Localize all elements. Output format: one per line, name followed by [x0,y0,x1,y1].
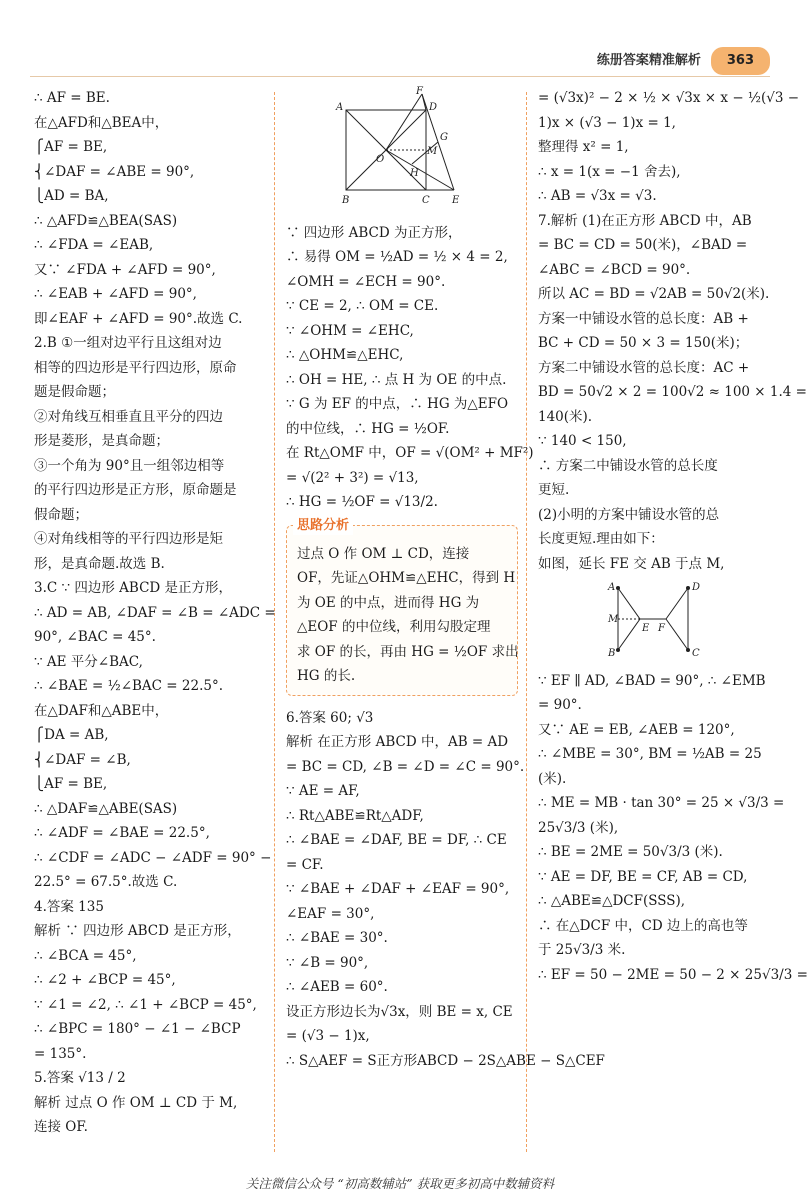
text-line: ③一个角为 90°且一组邻边相等 [34,457,225,474]
text-line: 如图，延长 FE 交 AB 于点 M, [538,555,725,572]
text-line: 7.解析 (1)在正方形 ABCD 中，AB [538,212,752,229]
text-line: ∴ AD = AB, ∠DAF = ∠B = ∠ADC = [34,604,276,621]
text-line: 更短. [538,482,570,498]
text-line: 解析 过点 O 作 OM ⊥ CD 于 M, [34,1094,238,1111]
text-line: 为 OE 的中点，进而得 HG 为 [297,594,480,611]
text-line: 题是假命题； [34,384,115,400]
analysis-title: 思路分析 [293,517,353,535]
point-label: E [452,195,460,206]
text-line: ∵ ∠OHM = ∠EHC, [286,322,414,339]
text-line: 求 OF 的长，再由 HG = ½OF 求出 [297,643,519,660]
text-line: ∴ Rt△ABE≌Rt△ADF, [286,807,424,824]
text-line: OF，先证△OHM≌△EHC，得到 H [297,570,516,586]
text-line: 过点 O 作 OM ⊥ CD，连接 [297,545,470,562]
text-line: 在△DAF和△ABE中， [34,702,169,719]
text-line: 相等的四边形是平行四边形，原命 [34,359,237,376]
text-line: 方案一中铺设水管的总长度：AB + [538,310,749,327]
text-line: 2.B ①一组对边平行且这组对边 [34,335,222,351]
text-line: ∴ ∠BCA = 45°, [34,947,137,964]
point-label: B [608,648,616,659]
text-line: 所以 AC = BD = √2AB = 50√2(米). [538,286,770,302]
text-line: ∴ BE = 2ME = 50√3/3 (米). [538,844,723,860]
text-line: ②对角线互相垂直且平分的四边 [34,408,223,425]
text-line: ∴ AB = √3x = √3. [538,188,657,204]
text-line: (2)小明的方案中铺设水管的总 [538,506,720,523]
text-line: 又∵ ∠FDA + ∠AFD = 90°, [34,261,216,278]
point-label: E [642,623,650,634]
text-line: 的平行四边形是正方形，原命题是 [34,482,237,498]
square-geometry-figure [326,86,476,210]
text-line: ∵ AE = AF, [286,783,360,799]
text-line: ⎩AF = BE, [34,776,108,792]
text-line: ∴ ∠BAE = 30°. [286,930,388,946]
text-line: 22.5° = 67.5°.故选 C. [34,874,178,890]
text-line: ∴ ∠EAB + ∠AFD = 90°, [34,286,197,302]
text-line: ∴ 方案二中铺设水管的总长度 [538,457,718,474]
text-line: = 90°. [538,697,582,713]
text-line: ∴ 在△DCF 中，CD 边上的高也等 [538,917,748,934]
text-line: 形是菱形，是真命题； [34,433,169,449]
text-line: ∵ AE 平分∠BAC, [34,653,143,670]
text-line: ∴ ∠MBE = 30°, BM = ½AB = 25 [538,746,762,762]
text-line: 解析 在正方形 ABCD 中，AB = AD [286,734,509,750]
text-line: ∴ △DAF≌△ABE(SAS) [34,800,178,817]
text-line: ∵ G 为 EF 的中点，∴ HG 为△EFO [286,396,509,412]
point-label: C [692,648,700,659]
text-line: 140(米). [538,408,593,425]
text-line: 整理得 x² = 1, [538,139,629,155]
text-line: 3.C ∵ 四边形 ABCD 是正方形， [34,580,233,596]
text-line: ⎨∠DAF = ∠ABE = 90°, [34,163,195,180]
text-line: BC + CD = 50 × 3 = 150(米)； [538,335,749,351]
text-line: HG 的长. [297,668,356,684]
text-line: ④对角线相等的平行四边形是矩 [34,531,223,547]
text-line: 在△AFD和△BEA中， [34,114,169,131]
point-label: A [608,582,616,593]
text-line: 连接 OF. [34,1119,88,1135]
point-label: F [658,623,665,634]
text-line: ∵ AE = DF, BE = CF, AB = CD, [538,868,748,885]
point-label: M [608,614,619,625]
text-line: 25√3/3 (米), [538,819,619,836]
text-line: ∴ ∠BAE = ½∠BAC = 22.5°. [34,678,223,694]
text-line: 假命题； [34,506,88,523]
text-line: 的中位线，∴ HG = ½OF. [286,420,450,437]
text-line: ∴ △OHM≌△EHC, [286,347,404,363]
text-line: ∵ ∠1 = ∠2, ∴ ∠1 + ∠BCP = 45°, [34,996,257,1013]
point-label: G [440,132,448,143]
text-line: ∴ AF = BE. [34,90,110,106]
text-line: ∴ ∠ADF = ∠BAE = 22.5°, [34,825,210,841]
text-line: = 135°. [34,1045,87,1062]
text-line: ∴ △AFD≌△BEA(SAS) [34,212,178,229]
point-label: A [336,102,344,113]
point-label: M [427,146,438,157]
text-line: ∴ ∠BPC = 180° − ∠1 − ∠BCP [34,1021,241,1037]
text-line: ∴ ME = MB · tan 30° = 25 × √3/3 = [538,795,785,811]
text-line: 5.答案 √13 / 2 [34,1070,126,1086]
text-line: 方案二中铺设水管的总长度：AC + [538,359,750,376]
point-label: B [342,195,350,206]
text-line: 即∠EAF + ∠AFD = 90°.故选 C. [34,310,243,327]
text-line: = (√3x)² − 2 × ½ × √3x × x − ½(√3 − [538,90,800,106]
text-line: 长度更短.理由如下： [538,531,664,547]
text-line: ∴ OH = HE, ∴ 点 H 为 OE 的中点. [286,371,507,388]
text-line: = √(2² + 3²) = √13, [286,469,419,486]
text-line: ∴ HG = ½OF = √13/2. [286,494,438,510]
text-line: = BC = CD, ∠B = ∠D = ∠C = 90°. [286,758,525,775]
column-left [34,86,276,1166]
text-line: = BC = CD = 50(米)，∠BAD = [538,237,748,253]
text-line: BD = 50√2 × 2 = 100√2 ≈ 100 × 1.4 = [538,384,807,400]
point-label: H [410,168,419,179]
text-line: 6.答案 60; √3 [286,709,374,726]
text-line: ⎧DA = AB, [34,727,109,743]
text-line: ∴ ∠2 + ∠BCP = 45°, [34,972,176,988]
text-line: ∠OMH = ∠ECH = 90°. [286,273,446,290]
text-line: ∴ ∠BAE = ∠DAF, BE = DF, ∴ CE [286,832,507,848]
text-line: ⎧AF = BE, [34,139,108,155]
column-right [538,86,808,1166]
text-line: ∴ 易得 OM = ½AD = ½ × 4 = 2, [286,249,508,265]
text-line: 于 25√3/3 米. [538,942,626,958]
text-line: ∴ △ABE≌△DCF(SSS), [538,893,686,909]
text-line: ∴ ∠CDF = ∠ADC − ∠ADF = 90° − [34,849,272,866]
text-line: ∴ S△AEF = S正方形ABCD − 2S△ABE − S△CEF [286,1052,605,1069]
text-line: ∠EAF = 30°, [286,905,375,922]
text-line: ∴ ∠FDA = ∠EAB, [34,237,154,253]
text-line: 4.答案 135 [34,898,104,915]
text-line: 1)x × (√3 − 1)x = 1, [538,114,676,131]
text-line: = (√3 − 1)x, [286,1028,370,1044]
text-line: ∠ABC = ∠BCD = 90°. [538,261,691,278]
point-label: D [429,102,438,113]
text-line: ⎨∠DAF = ∠B, [34,751,131,768]
point-label: F [416,86,423,97]
point-label: C [422,195,430,206]
page-number-badge: 363 [711,47,770,76]
text-line: (米). [538,770,567,787]
text-line: 在 Rt△OMF 中，OF = √(OM² + MF²) [286,445,534,461]
text-line: ∵ EF ∥ AD, ∠BAD = 90°, ∴ ∠EMB [538,672,766,689]
page-header [597,48,770,74]
text-line: ∵ CE = 2, ∴ OM = CE. [286,298,439,314]
header-title: 练册答案精准解析 [596,52,701,68]
column-divider [274,92,275,1152]
text-line: 形，是真命题.故选 B. [34,555,165,572]
text-line: ⎩AD = BA, [34,188,109,204]
text-line: △EOF 的中位线，利用勾股定理 [297,619,491,635]
text-line: ∵ ∠BAE + ∠DAF + ∠EAF = 90°, [286,881,510,897]
text-line: ∵ ∠B = 90°, [286,954,369,971]
text-line: ∵ 140 < 150, [538,433,627,449]
text-line: 解析 ∵ 四边形 ABCD 是正方形， [34,923,241,939]
footer-note: 关注微信公众号 “初高数辅站” 获取更多初高中数辅资料 [245,1175,555,1191]
text-line: 90°, ∠BAC = 45°. [34,629,156,645]
column-divider [526,92,527,1152]
analysis-box [286,517,519,696]
point-label: D [692,582,701,593]
text-line: ∴ ∠AEB = 60°. [286,979,388,995]
text-line: 设正方形边长为√3x，则 BE = x, CE [286,1003,513,1020]
header-divider [30,76,770,77]
point-label: O [376,154,385,165]
text-line: ∴ EF = 50 − 2ME = 50 − 2 × 25√3/3 = [538,966,808,983]
trapezoid-figure [608,578,708,658]
text-line: ∵ 四边形 ABCD 为正方形， [286,224,462,241]
text-line: = CF. [286,856,324,873]
text-line: ∴ x = 1(x = −1 舍去), [538,163,681,180]
text-line: 又∵ AE = EB, ∠AEB = 120°, [538,721,735,738]
